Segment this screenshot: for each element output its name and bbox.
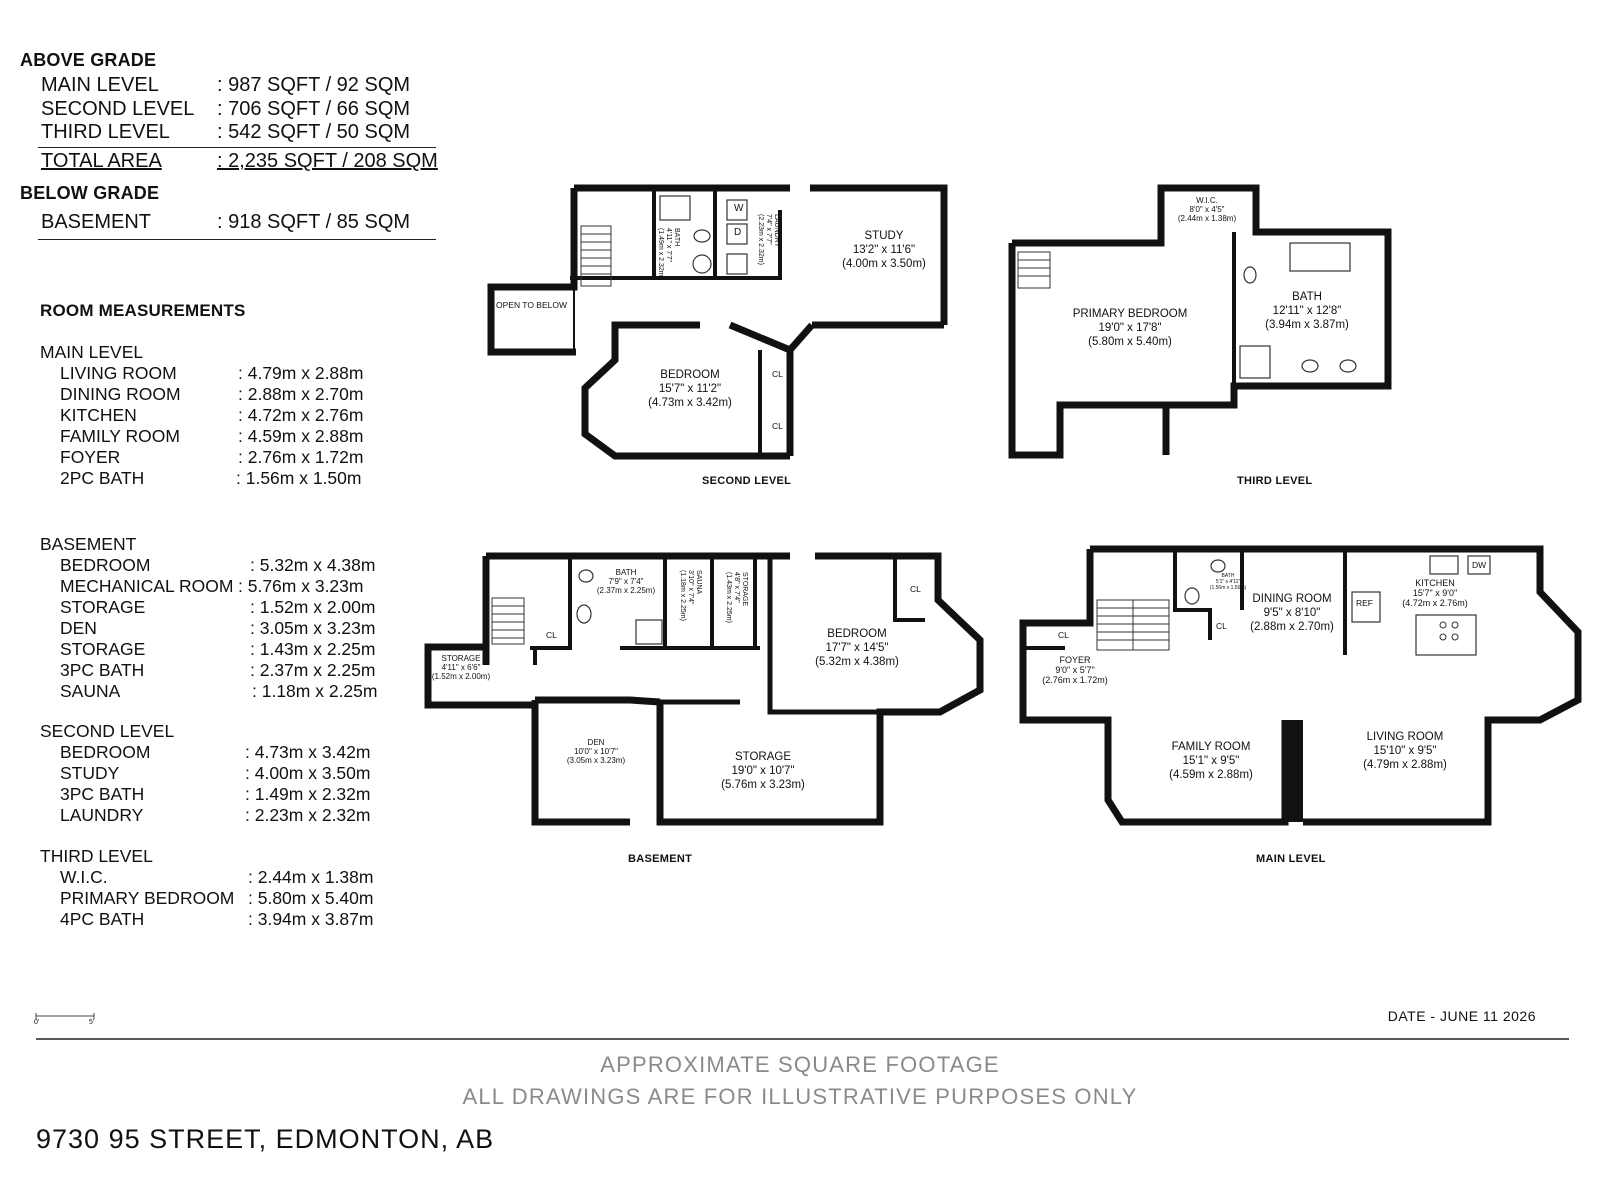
room-imperial: 9'0" x 5'7" bbox=[1055, 665, 1095, 675]
rm-group-title: MAIN LEVEL bbox=[40, 342, 144, 362]
rm-size: : 4.73m x 3.42m bbox=[245, 742, 371, 762]
room-imperial: 17'7" x 14'5" bbox=[825, 642, 889, 654]
rm-size: : 1.49m x 2.32m bbox=[245, 784, 371, 804]
room-metric: (5.76m x 3.23m) bbox=[721, 779, 805, 791]
bathtub-icon bbox=[1290, 243, 1350, 271]
rm-group-title: THIRD LEVEL bbox=[40, 846, 153, 866]
room-metric: (2.37m x 2.25m) bbox=[596, 586, 656, 595]
dishwasher-label: DW bbox=[1472, 560, 1487, 570]
room-name: W.I.C. bbox=[1196, 196, 1218, 205]
closet-label: CL bbox=[772, 369, 783, 379]
rm-room: FAMILY ROOM bbox=[60, 426, 180, 446]
closet-label: CL bbox=[546, 630, 557, 640]
basement-plan bbox=[428, 556, 980, 822]
room-kitchen bbox=[1402, 578, 1468, 608]
second-level-label: SECOND LEVEL bbox=[702, 475, 792, 487]
room-name: FAMILY ROOM bbox=[1171, 741, 1251, 753]
room-name: BEDROOM bbox=[660, 369, 720, 381]
room-imperial: 15'10" x 9'5" bbox=[1373, 745, 1437, 757]
room-imperial: 7'9" x 7'4" bbox=[608, 577, 644, 586]
room-name: STUDY bbox=[864, 230, 904, 242]
room-name: BATH bbox=[615, 568, 637, 577]
room-dining bbox=[1250, 592, 1334, 634]
rm-room: 3PC BATH bbox=[60, 660, 145, 680]
rm-size: : 4.72m x 2.76m bbox=[238, 405, 364, 425]
area-label: MAIN LEVEL bbox=[41, 74, 159, 96]
rm-room: STORAGE bbox=[60, 597, 146, 617]
main-level-plan bbox=[1023, 549, 1578, 822]
rm-room: 3PC BATH bbox=[60, 784, 145, 804]
closet-label: CL bbox=[772, 421, 783, 431]
rm-room: LIVING ROOM bbox=[60, 363, 177, 383]
shower-icon bbox=[1240, 346, 1270, 378]
closet-label: CL bbox=[1216, 621, 1227, 631]
room-imperial: 4'11" x 7'7" bbox=[665, 228, 672, 262]
room-imperial: 3'10" x 7'4" bbox=[687, 570, 694, 605]
cooktop-icon bbox=[1452, 622, 1458, 628]
rm-size: : 5.76m x 3.23m bbox=[238, 576, 364, 596]
room-name: BATH bbox=[1221, 573, 1235, 579]
area-value: : 918 SQFT / 85 SQM bbox=[217, 211, 411, 233]
rm-size: : 4.79m x 2.88m bbox=[238, 363, 364, 383]
room-metric: (1.18m x 2.25m) bbox=[679, 570, 686, 621]
room-imperial: 15'7" x 9'0" bbox=[1412, 588, 1458, 598]
toilet-icon bbox=[579, 570, 593, 582]
room-imperial: 15'7" x 11'2" bbox=[658, 383, 722, 395]
cooktop-icon bbox=[1440, 622, 1446, 628]
scale-end: 5' bbox=[89, 1019, 95, 1026]
area-label: THIRD LEVEL bbox=[41, 121, 170, 143]
room-metric: (3.05m x 3.23m) bbox=[566, 756, 626, 765]
room-name: DINING ROOM bbox=[1252, 593, 1332, 605]
rm-room: 4PC BATH bbox=[60, 909, 145, 929]
toilet-icon bbox=[694, 230, 710, 242]
rm-size: : 2.88m x 2.70m bbox=[238, 384, 364, 404]
area-value: : 706 SQFT / 66 SQM bbox=[217, 98, 411, 120]
room-wic bbox=[1178, 196, 1236, 223]
room-name: KITCHEN bbox=[1415, 578, 1455, 588]
date-label: DATE - JUNE 11 2026 bbox=[1387, 1008, 1536, 1024]
kitchen-island-icon bbox=[1416, 615, 1476, 655]
room-metric: (4.73m x 3.42m) bbox=[648, 397, 732, 409]
room-study bbox=[842, 229, 926, 271]
disclaimer-line-2: ALL DRAWINGS ARE FOR ILLUSTRATIVE PURPOSES ONLY bbox=[462, 1084, 1138, 1109]
rm-group-title: SECOND LEVEL bbox=[40, 721, 175, 741]
rm-size: : 2.37m x 2.25m bbox=[250, 660, 376, 680]
rm-room: LAUNDRY bbox=[60, 805, 144, 825]
room-imperial: 13'2" x 11'6" bbox=[852, 244, 916, 256]
rm-room: KITCHEN bbox=[60, 405, 137, 425]
rm-size: : 2.23m x 2.32m bbox=[245, 805, 371, 825]
rm-room: FOYER bbox=[60, 447, 121, 467]
room-laundry bbox=[756, 214, 780, 265]
room-imperial: 8'0" x 4'5" bbox=[1189, 205, 1225, 214]
sink-icon bbox=[693, 255, 711, 273]
room-name: BATH bbox=[1292, 291, 1322, 303]
basement-label: BASEMENT bbox=[628, 853, 693, 865]
closet-label: CL bbox=[910, 584, 921, 594]
room-imperial: 19'0" x 17'8" bbox=[1098, 322, 1162, 334]
below-grade-title: BELOW GRADE bbox=[20, 183, 160, 203]
stairs-icon bbox=[1018, 252, 1050, 288]
room-imperial: 19'0" x 10'7" bbox=[731, 765, 795, 777]
room-metric: (4.59m x 2.88m) bbox=[1169, 769, 1253, 781]
room-metric: (5.80m x 5.40m) bbox=[1088, 336, 1172, 348]
rm-room: SAUNA bbox=[60, 681, 121, 701]
kitchen-sink-icon bbox=[1430, 556, 1458, 574]
room-name: DEN bbox=[587, 738, 605, 747]
room-metric: (1.43m x 2.25m) bbox=[725, 572, 732, 623]
rm-room: STORAGE bbox=[60, 639, 146, 659]
rm-size: : 2.44m x 1.38m bbox=[248, 867, 374, 887]
room-den bbox=[567, 738, 625, 765]
sink-icon bbox=[1302, 360, 1318, 372]
room-sauna bbox=[678, 570, 702, 621]
room-name: SAUNA bbox=[695, 570, 702, 595]
room-metric: (2.76m x 1.72m) bbox=[1042, 675, 1108, 685]
cooktop-icon bbox=[1452, 634, 1458, 640]
room-metric: (2.44m x 1.38m) bbox=[1177, 214, 1237, 223]
rm-room: BEDROOM bbox=[60, 742, 151, 762]
sink-icon bbox=[577, 605, 591, 623]
room-name: STORAGE bbox=[441, 654, 481, 663]
rm-room: STUDY bbox=[60, 763, 120, 783]
rm-size: : 5.80m x 5.40m bbox=[248, 888, 374, 908]
room-foyer bbox=[1042, 655, 1108, 685]
area-value: : 987 SQFT / 92 SQM bbox=[217, 74, 411, 96]
shower-icon bbox=[636, 620, 662, 644]
disclaimer-line-1: APPROXIMATE SQUARE FOOTAGE bbox=[600, 1052, 1000, 1077]
laundry-sink-icon bbox=[727, 254, 747, 274]
room-name: STORAGE bbox=[741, 572, 748, 607]
room-metric: (4.79m x 2.88m) bbox=[1363, 759, 1447, 771]
toilet-icon bbox=[1211, 560, 1225, 572]
room-imperial: 10'0" x 10'7" bbox=[574, 747, 618, 756]
dryer-label: D bbox=[734, 227, 742, 238]
rm-size: : 3.94m x 3.87m bbox=[248, 909, 374, 929]
room-family bbox=[1169, 740, 1253, 782]
cooktop-icon bbox=[1440, 634, 1446, 640]
stairs-icon bbox=[1097, 600, 1169, 650]
room-name: LIVING ROOM bbox=[1366, 731, 1444, 743]
room-bath-main bbox=[1210, 573, 1246, 591]
room-imperial: 5'1" x 4'11" bbox=[1215, 579, 1241, 585]
room-bedroom-second bbox=[648, 368, 732, 410]
total-value: : 2,235 SQFT / 208 SQM bbox=[217, 150, 438, 172]
rm-room: BEDROOM bbox=[60, 555, 151, 575]
property-address: 9730 95 STREET, EDMONTON, AB bbox=[36, 1124, 495, 1154]
room-name: STORAGE bbox=[734, 751, 792, 763]
room-imperial: 15'1" x 9'5" bbox=[1182, 755, 1240, 767]
main-level-label: MAIN LEVEL bbox=[1256, 853, 1326, 865]
rm-size: : 1.18m x 2.25m bbox=[252, 681, 378, 701]
scale-start: 0' bbox=[34, 1019, 40, 1026]
stairs-icon bbox=[492, 598, 524, 644]
bathtub-icon bbox=[660, 196, 690, 220]
area-label: BASEMENT bbox=[41, 211, 152, 233]
rm-size: : 1.52m x 2.00m bbox=[250, 597, 376, 617]
open-to-below-label: OPEN TO BELOW bbox=[496, 300, 568, 310]
rm-size: : 4.00m x 3.50m bbox=[245, 763, 371, 783]
rm-size: : 1.56m x 1.50m bbox=[236, 468, 362, 488]
rm-size: : 3.05m x 3.23m bbox=[250, 618, 376, 638]
room-metric: (4.72m x 2.76m) bbox=[1402, 598, 1468, 608]
room-imperial: 9'5" x 8'10" bbox=[1263, 607, 1321, 619]
room-metric: (1.49m x 2.32m) bbox=[657, 228, 664, 279]
rm-room: W.I.C. bbox=[60, 867, 108, 887]
room-imperial: 4'11" x 6'6" bbox=[441, 663, 481, 672]
room-metric: (5.32m x 4.38m) bbox=[815, 656, 899, 668]
rm-size: : 1.43m x 2.25m bbox=[250, 639, 376, 659]
room-bath-basement bbox=[597, 568, 655, 595]
room-storage-large bbox=[721, 750, 805, 792]
room-metric: (3.94m x 3.87m) bbox=[1265, 319, 1349, 331]
room-measurements-title: ROOM MEASUREMENTS bbox=[40, 301, 246, 320]
room-metric: (1.56m x 1.50m) bbox=[1209, 585, 1247, 591]
area-label: SECOND LEVEL bbox=[41, 98, 195, 120]
room-imperial: 7'4" x 7'7" bbox=[765, 214, 772, 245]
washer-label: W bbox=[734, 203, 744, 214]
rm-room: MECHANICAL ROOM bbox=[60, 576, 234, 596]
room-living bbox=[1363, 730, 1447, 772]
sink-icon bbox=[1340, 360, 1356, 372]
fridge-label: REF bbox=[1356, 598, 1373, 608]
closet-label: CL bbox=[1058, 630, 1069, 640]
rm-size: : 2.76m x 1.72m bbox=[238, 447, 364, 467]
rm-size: : 4.59m x 2.88m bbox=[238, 426, 364, 446]
fireplace-icon bbox=[1285, 720, 1303, 822]
area-value: : 542 SQFT / 50 SQM bbox=[217, 121, 411, 143]
scale-bar bbox=[36, 1013, 94, 1019]
rm-room: DEN bbox=[60, 618, 97, 638]
room-name: PRIMARY BEDROOM bbox=[1072, 308, 1188, 320]
room-name: FOYER bbox=[1059, 655, 1091, 665]
toilet-icon bbox=[1244, 267, 1256, 283]
room-bath-second bbox=[656, 228, 680, 279]
room-name: BATH bbox=[673, 228, 680, 247]
room-name: LAUNDRY bbox=[773, 214, 780, 248]
room-primary-bedroom bbox=[1073, 307, 1188, 349]
rm-size: : 5.32m x 4.38m bbox=[250, 555, 376, 575]
above-grade-title: ABOVE GRADE bbox=[20, 50, 157, 70]
room-storage-narrow bbox=[724, 572, 748, 623]
room-metric: (4.00m x 3.50m) bbox=[842, 258, 926, 270]
room-bedroom-basement bbox=[815, 627, 899, 669]
rm-room: PRIMARY BEDROOM bbox=[60, 888, 235, 908]
room-name: BEDROOM bbox=[827, 628, 887, 640]
room-bath-third bbox=[1265, 290, 1349, 332]
room-storage-small bbox=[432, 654, 490, 681]
rm-group-title: BASEMENT bbox=[40, 534, 137, 554]
room-imperial: 12'11" x 12'8" bbox=[1272, 305, 1342, 317]
room-metric: (2.88m x 2.70m) bbox=[1250, 621, 1334, 633]
third-level-label: THIRD LEVEL bbox=[1237, 475, 1313, 487]
total-label: TOTAL AREA bbox=[41, 150, 162, 172]
room-imperial: 4'8" x 7'4" bbox=[733, 572, 740, 603]
rm-room: DINING ROOM bbox=[60, 384, 181, 404]
room-metric: (1.52m x 2.00m) bbox=[431, 672, 491, 681]
rm-room: 2PC BATH bbox=[60, 468, 145, 488]
sink-icon bbox=[1185, 588, 1199, 604]
room-metric: (2.23m x 2.32m) bbox=[757, 214, 764, 265]
